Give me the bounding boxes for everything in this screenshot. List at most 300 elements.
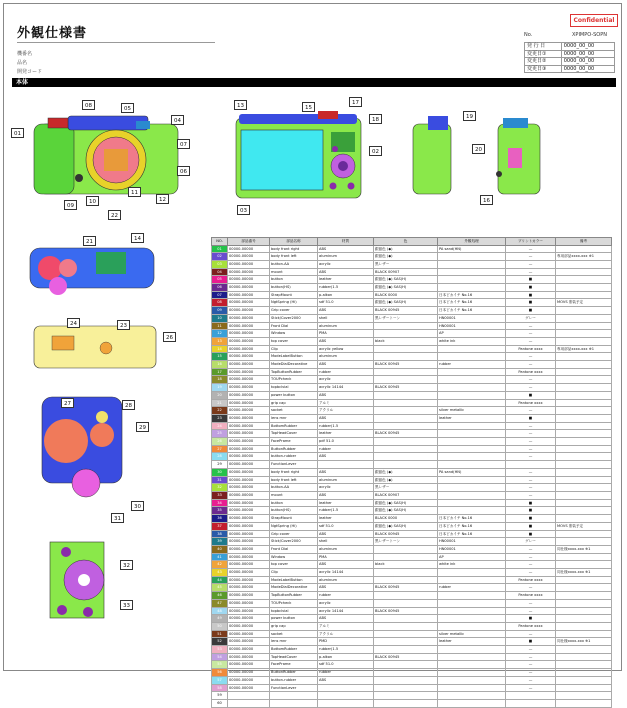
finish: leather	[438, 638, 506, 646]
part-name: TopButtonRubber	[270, 592, 318, 600]
print-color: グレー	[506, 314, 556, 322]
part-number: 00000-00000	[228, 468, 270, 476]
material: acrylic	[318, 599, 374, 607]
print-color: —	[506, 268, 556, 276]
table-row	[212, 615, 612, 623]
callout-24: 24	[67, 318, 80, 328]
callout-01: 01	[11, 128, 24, 138]
part-name: TopHeadCover	[270, 430, 318, 438]
callout-10: 10	[86, 196, 99, 206]
print-color: Pantone xxxx	[506, 368, 556, 376]
color-spec	[374, 376, 438, 384]
part-name: Window	[270, 553, 318, 561]
finish	[438, 368, 506, 376]
part-number: 00000-00000	[228, 515, 270, 523]
color-spec	[374, 545, 438, 553]
remarks: 専用部品xxxx-xxx ※1	[556, 253, 612, 261]
remarks	[556, 414, 612, 422]
part-name: ModeDialDecorative	[270, 361, 318, 369]
part-no: 60	[212, 699, 228, 707]
material: acrylic 14144	[318, 569, 374, 577]
color-spec	[374, 630, 438, 638]
print-color: —	[506, 599, 556, 607]
print-color: —	[506, 376, 556, 384]
part-no: 08	[212, 299, 228, 307]
finish	[438, 676, 506, 684]
revision-date: 0000_00_00	[561, 43, 614, 51]
table-row	[212, 522, 612, 530]
bottom-view-drawing	[30, 320, 160, 375]
part-name: BottomRubber	[270, 646, 318, 654]
part-no: 10	[212, 314, 228, 322]
finish	[438, 438, 506, 446]
color-spec	[374, 422, 438, 430]
color-spec	[374, 622, 438, 630]
callout-14: 14	[131, 233, 144, 243]
remarks	[556, 368, 612, 376]
part-number: 00000-00000	[228, 522, 270, 530]
part-no: 37	[212, 522, 228, 530]
material: rubber	[318, 669, 374, 677]
color-spec	[374, 684, 438, 692]
part-number: 00000-00000	[228, 615, 270, 623]
table-row	[212, 276, 612, 284]
print-color: ■	[506, 414, 556, 422]
dial-detail-drawing	[40, 395, 125, 500]
material: rubber(1.5	[318, 646, 374, 654]
part-no: 06	[212, 284, 228, 292]
remarks	[556, 422, 612, 430]
table-row	[212, 430, 612, 438]
finish	[438, 399, 506, 407]
revision-label: 変更日②	[525, 58, 562, 66]
table-row	[212, 468, 612, 476]
callout-21: 21	[83, 236, 96, 246]
finish	[438, 430, 506, 438]
part-no: 35	[212, 507, 228, 515]
part-no: 54	[212, 653, 228, 661]
part-name: power button	[270, 615, 318, 623]
remarks	[556, 260, 612, 268]
table-row	[212, 391, 612, 399]
finish	[438, 422, 506, 430]
part-number: 00000-00000	[228, 407, 270, 415]
print-color: —	[506, 492, 556, 500]
finish: 日本ピカイチ No.16	[438, 530, 506, 538]
rear-buttons-detail-drawing	[48, 540, 108, 622]
finish	[438, 569, 506, 577]
part-number: 00000-00000	[228, 684, 270, 692]
color-spec: BLACK 0000	[374, 291, 438, 299]
revision-label: 発 行 日	[525, 43, 562, 51]
material: PMD	[318, 638, 374, 646]
doc-number	[524, 32, 607, 38]
callout-15: 15	[302, 102, 315, 112]
part-number: 00000-00000	[228, 484, 270, 492]
column-header: 部品名称	[270, 238, 318, 246]
print-color: —	[506, 669, 556, 677]
material: p-alkon	[318, 291, 374, 299]
print-color: グレー	[506, 538, 556, 546]
material: sdf 51.0	[318, 661, 374, 669]
part-no: 30	[212, 468, 228, 476]
print-color: ■	[506, 391, 556, 399]
callout-33: 33	[120, 600, 133, 610]
remarks	[556, 615, 612, 623]
table-row	[212, 299, 612, 307]
finish	[438, 599, 506, 607]
part-no: 21	[212, 399, 228, 407]
print-color: —	[506, 330, 556, 338]
part-name: FacePrame	[270, 661, 318, 669]
callout-32: 32	[120, 560, 133, 570]
part-name	[270, 699, 318, 707]
part-no: 39	[212, 538, 228, 546]
table-row	[212, 669, 612, 677]
finish: white ink	[438, 337, 506, 345]
part-number	[228, 692, 270, 700]
part-number: 00000-00000	[228, 646, 270, 654]
part-no: 07	[212, 291, 228, 299]
material: ABS	[318, 414, 374, 422]
material: ABS	[318, 584, 374, 592]
print-color: —	[506, 438, 556, 446]
part-name: lens mnr	[270, 414, 318, 422]
remarks	[556, 307, 612, 315]
print-color: —	[506, 676, 556, 684]
finish: HN00001	[438, 538, 506, 546]
print-color: Pantone xxxx	[506, 622, 556, 630]
table-row	[212, 607, 612, 615]
color-spec	[374, 646, 438, 654]
table-row	[212, 291, 612, 299]
part-name: socket	[270, 407, 318, 415]
part-no: 03	[212, 260, 228, 268]
print-color	[506, 692, 556, 700]
finish	[438, 284, 506, 292]
table-row	[212, 253, 612, 261]
material	[318, 461, 374, 469]
part-no: 44	[212, 576, 228, 584]
part-no: 11	[212, 322, 228, 330]
material: ABS	[318, 307, 374, 315]
print-color: ■	[506, 638, 556, 646]
color-spec	[374, 592, 438, 600]
color-spec	[374, 576, 438, 584]
table-row	[212, 646, 612, 654]
table-row	[212, 376, 612, 384]
part-number: 00000-00000	[228, 607, 270, 615]
remarks	[556, 676, 612, 684]
remarks: 同仕様xxxx-xxx ※1	[556, 569, 612, 577]
part-number: 00000-00000	[228, 330, 270, 338]
material: acrylic	[318, 260, 374, 268]
remarks	[556, 538, 612, 546]
material: acrylic	[318, 376, 374, 384]
part-no: 56	[212, 669, 228, 677]
remarks	[556, 692, 612, 700]
material	[318, 692, 374, 700]
part-name: Front Dial	[270, 322, 318, 330]
table-row	[212, 384, 612, 392]
part-number: 00000-00000	[228, 561, 270, 569]
remarks	[556, 622, 612, 630]
finish	[438, 461, 506, 469]
part-name: NgtSpring (Hi)	[270, 299, 318, 307]
part-name: topbclvial	[270, 384, 318, 392]
callout-23: 23	[117, 320, 130, 330]
material: acrylic 14144	[318, 384, 374, 392]
part-number: 00000-00000	[228, 638, 270, 646]
print-color: —	[506, 430, 556, 438]
part-name: Grip cover	[270, 530, 318, 538]
part-name: StrapMount	[270, 515, 318, 523]
print-color: —	[506, 553, 556, 561]
print-color: ■	[506, 499, 556, 507]
part-name: StrapMount	[270, 291, 318, 299]
column-header: NO.	[212, 238, 228, 246]
table-row	[212, 584, 612, 592]
remarks	[556, 330, 612, 338]
part-number: 00000-00000	[228, 253, 270, 261]
print-color: —	[506, 468, 556, 476]
table-row	[212, 484, 612, 492]
print-color: —	[506, 253, 556, 261]
part-number: 00000-00000	[228, 676, 270, 684]
color-spec	[374, 322, 438, 330]
material: アクリル	[318, 407, 374, 415]
color-spec	[374, 638, 438, 646]
top-view-drawing	[28, 238, 158, 300]
part-no: 17	[212, 368, 228, 376]
part-number: 00000-00000	[228, 361, 270, 369]
print-color: —	[506, 361, 556, 369]
part-name: TOUPcheck	[270, 599, 318, 607]
material: PMA	[318, 553, 374, 561]
revision-table	[524, 42, 615, 73]
material: ABS	[318, 615, 374, 623]
callout-28: 28	[122, 400, 135, 410]
color-spec: BLACK 00945	[374, 307, 438, 315]
part-name: button-rubber	[270, 676, 318, 684]
remarks	[556, 314, 612, 322]
material: aluminum	[318, 576, 374, 584]
table-row	[212, 461, 612, 469]
finish: HN00001	[438, 314, 506, 322]
table-row	[212, 453, 612, 461]
material: sdf 51.0	[318, 299, 374, 307]
material: acrylic	[318, 484, 374, 492]
color-spec	[374, 353, 438, 361]
part-name: FunctionLever	[270, 461, 318, 469]
table-row	[212, 530, 612, 538]
part-number: 00000-00000	[228, 245, 270, 253]
callout-17: 17	[349, 97, 362, 107]
remarks	[556, 399, 612, 407]
part-name: Stick/Cover2000	[270, 538, 318, 546]
revision-row	[525, 50, 615, 58]
document-title: 外観仕様書	[17, 26, 88, 41]
side-view-drawing	[408, 110, 548, 200]
part-number: 00000-00000	[228, 653, 270, 661]
print-color: —	[506, 684, 556, 692]
part-number: 00000-00000	[228, 438, 270, 446]
finish	[438, 453, 506, 461]
print-color: ■	[506, 299, 556, 307]
part-name: button-rubber	[270, 453, 318, 461]
print-color: —	[506, 584, 556, 592]
material: rubber	[318, 445, 374, 453]
finish	[438, 376, 506, 384]
finish: rubber	[438, 584, 506, 592]
color-spec: 黒レザートーン	[374, 314, 438, 322]
remarks	[556, 337, 612, 345]
material: rubber(1.5	[318, 507, 374, 515]
part-no: 13	[212, 337, 228, 345]
table-row	[212, 337, 612, 345]
revision-row	[525, 58, 615, 66]
color-spec: BLACK 00945	[374, 584, 438, 592]
material: aluminum	[318, 353, 374, 361]
part-no: 53	[212, 646, 228, 654]
color-spec: 銀鼠色 (◆) SAS(H)	[374, 499, 438, 507]
part-number: 00000-00000	[228, 337, 270, 345]
finish: white ink	[438, 561, 506, 569]
finish	[438, 260, 506, 268]
print-color	[506, 699, 556, 707]
material: shell	[318, 538, 374, 546]
finish: HN00001	[438, 545, 506, 553]
print-color: ■	[506, 284, 556, 292]
part-no: 42	[212, 561, 228, 569]
print-color: Pantone xxxx	[506, 399, 556, 407]
parts-table	[211, 237, 612, 708]
part-name: top cover	[270, 561, 318, 569]
table-row	[212, 684, 612, 692]
finish: 日本ピカイチ No.16	[438, 522, 506, 530]
remarks	[556, 492, 612, 500]
part-no: 43	[212, 569, 228, 577]
finish	[438, 576, 506, 584]
callout-07: 07	[177, 139, 190, 149]
table-row	[212, 330, 612, 338]
finish: 日本ピカイチ No.16	[438, 515, 506, 523]
material: アクリル	[318, 630, 374, 638]
color-spec	[374, 676, 438, 684]
finish: leather	[438, 414, 506, 422]
part-name: button	[270, 499, 318, 507]
color-spec	[374, 330, 438, 338]
callout-04: 04	[171, 115, 184, 125]
print-color: Pantone xxxx	[506, 345, 556, 353]
print-color: —	[506, 607, 556, 615]
table-row	[212, 268, 612, 276]
part-name: TopHeadCover	[270, 653, 318, 661]
print-color	[506, 461, 556, 469]
part-number: 00000-00000	[228, 476, 270, 484]
material: ABS	[318, 561, 374, 569]
remarks	[556, 646, 612, 654]
material: leather	[318, 276, 374, 284]
material: ABS	[318, 492, 374, 500]
table-row	[212, 553, 612, 561]
table-row	[212, 538, 612, 546]
part-number: 00000-00000	[228, 422, 270, 430]
print-color: —	[506, 337, 556, 345]
remarks	[556, 438, 612, 446]
print-color: —	[506, 407, 556, 415]
revision-date: 0000_00_00	[561, 50, 614, 58]
finish	[438, 345, 506, 353]
color-spec: BLACK 00945	[374, 653, 438, 661]
color-spec	[374, 461, 438, 469]
part-no: 19	[212, 384, 228, 392]
part-name: button-AA	[270, 484, 318, 492]
print-color: —	[506, 545, 556, 553]
part-name: body front left	[270, 476, 318, 484]
part-number: 00000-00000	[228, 530, 270, 538]
part-name: TopButtonRubber	[270, 368, 318, 376]
remarks	[556, 661, 612, 669]
part-number: 00000-00000	[228, 622, 270, 630]
remarks	[556, 384, 612, 392]
part-no: 59	[212, 692, 228, 700]
part-number: 00000-00000	[228, 414, 270, 422]
color-spec	[374, 661, 438, 669]
print-color: —	[506, 484, 556, 492]
part-no: 15	[212, 353, 228, 361]
part-name: body front right	[270, 468, 318, 476]
remarks	[556, 284, 612, 292]
part-number: 00000-00000	[228, 260, 270, 268]
part-no: 57	[212, 676, 228, 684]
material: ABS	[318, 530, 374, 538]
table-row	[212, 507, 612, 515]
print-color: —	[506, 445, 556, 453]
part-number: 00000-00000	[228, 669, 270, 677]
part-number: 00000-00000	[228, 291, 270, 299]
material: rubber	[318, 592, 374, 600]
part-number: 00000-00000	[228, 592, 270, 600]
material: aluminum	[318, 476, 374, 484]
column-header: 色	[374, 238, 438, 246]
color-spec: BLACK 00945	[374, 530, 438, 538]
part-number: 00000-00000	[228, 368, 270, 376]
part-no: 02	[212, 253, 228, 261]
material: ABS	[318, 453, 374, 461]
material: rubber	[318, 368, 374, 376]
part-no: 38	[212, 530, 228, 538]
color-spec: 銀鼠色 (◆)	[374, 253, 438, 261]
color-spec	[374, 692, 438, 700]
finish	[438, 476, 506, 484]
meta-model: 機番名	[17, 51, 33, 57]
callout-06: 06	[177, 166, 190, 176]
table-row	[212, 545, 612, 553]
remarks: 同仕様xxxx-xxx ※1	[556, 638, 612, 646]
part-number: 00000-00000	[228, 553, 270, 561]
material: ABS	[318, 245, 374, 253]
material: アルミ	[318, 622, 374, 630]
part-number: 00000-00000	[228, 353, 270, 361]
part-number: 00000-00000	[228, 507, 270, 515]
meta-dev-code: 開発コード	[17, 69, 43, 75]
table-row	[212, 699, 612, 707]
finish	[438, 684, 506, 692]
callout-31: 31	[111, 513, 124, 523]
part-no: 33	[212, 492, 228, 500]
revision-date: 0000_00_00	[561, 58, 614, 66]
